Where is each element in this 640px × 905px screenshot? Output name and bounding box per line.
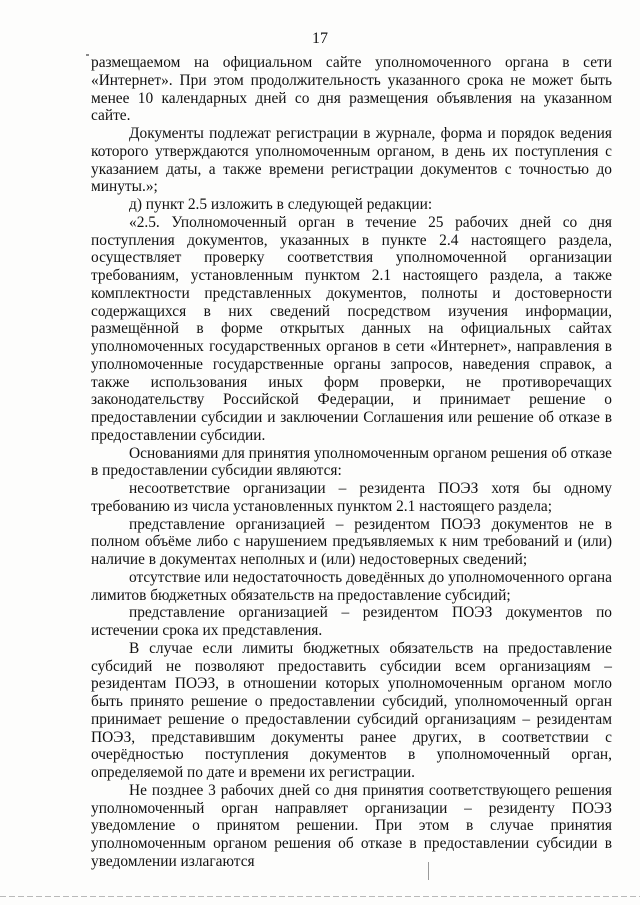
document-body (91, 54, 612, 871)
scan-artifact-mark (428, 862, 429, 880)
paragraph-continuation: размещаемом на официальном сайте уполномоченного органа в сети «Интернет». При этом продолжительность указанного срока не может быть менее 10 календарных дней со дня размещения объявления на указанном сайте. (91, 54, 612, 125)
scan-artifact-mark (86, 54, 89, 56)
paragraph-registration: Документы подлежат регистрации в журнале, форма и порядок ведения которого утверждаются уполномоченным органом, в день их поступления с указанием даты, а также времени регистрации документов с точностью до минуты.»; (91, 125, 612, 196)
paragraph-notification: Не позднее 3 рабочих дней со дня принятия соответствующего решения уполномоченный орган направляет организации – резиденту ПОЭЗ уведомление о принятом решении. При этом в случае принятия уполномоченным органом решения об отказе в предоставлении субсидии в уведомлении излагаются (91, 781, 612, 870)
scan-bottom-edge (0, 896, 640, 897)
list-item-insufficient-limits: отсутствие или недостаточность доведённых до уполномоченного органа лимитов бюджетных обязательств на предоставление субсидий; (91, 568, 612, 604)
paragraph-clause-2-5: «2.5. Уполномоченный орган в течение 25 рабочих дней со дня поступления документов, указанных в пункте 2.4 настоящего раздела, осуществляет проверку соответствия уполномоченной организации требованиям, установленным пунктом 2.1 настоящего раздела, а также комплектности представленных документов, полноты и достоверности содержащихся в них сведений посредством изучения информации, размещённой в форме открытых данных на официальных сайтах уполномоченных государственных органов в сети «Интернет», направления в уполномоченные государственные органы запросов, наведения справок, а также использования иных форм проверки, не противоречащих законодательству Российской Федерации, и принимает решение о предоставлении субсидии и заключении Соглашения или решение об отказе в предоставлении субсидии. (91, 213, 612, 444)
list-item-nonconformity: несоответствие организации – резидента ПОЭЗ хотя бы одному требованию из числа установленных пунктом 2.1 настоящего раздела; (91, 480, 612, 515)
paragraph-item-d: д) пункт 2.5 изложить в следующей редакции: (129, 196, 433, 213)
paragraph-limits-priority: В случае если лимиты бюджетных обязательств на предоставление субсидий не позволяют предоставить субсидии всем организациям – резидентам ПОЭЗ, в отношении которых уполномоченным органом могло быть принято решение о предоставлении субсидий, уполномоченный орган принимает решение о предоставлении субсидий организациям – резидентам ПОЭЗ, представившим документы ранее других, в соответствии с очерёдностью поступления документов в уполномоченный орган, определяемой по дате и времени их регистрации. (91, 639, 612, 781)
paragraph-refusal-grounds: Основаниями для принятия уполномоченным органом решения об отказе в предоставлении субсидии являются: (91, 444, 612, 480)
page-number: 17 (312, 30, 328, 47)
list-item-incomplete-documents: представление организацией – резидентом ПОЭЗ документов не в полном объёме либо с нарушением предъявляемых к ним требований и (или) наличие в документах неполных и (или) недостоверных сведений; (91, 515, 612, 568)
list-item-late-submission: представление организацией – резидентом ПОЭЗ документов по истечении срока их представления. (91, 604, 612, 639)
